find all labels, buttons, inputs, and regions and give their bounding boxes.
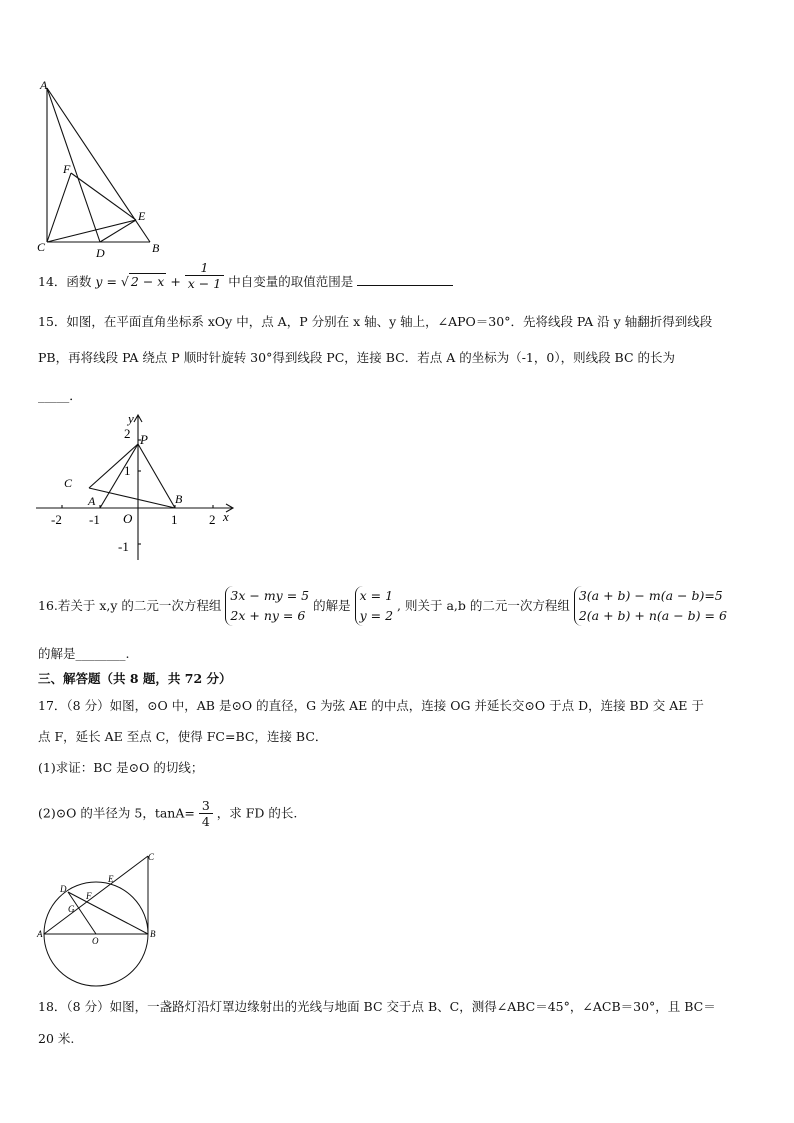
segment-DB: [68, 892, 148, 934]
question-17-part-2: (2)⊙O 的半径为 5，tanA= $\frac{3}{4}$ ，求 FD 的长.: [38, 798, 298, 829]
question-16-answer: 的解是________.: [38, 646, 130, 661]
label-F: F: [86, 891, 92, 901]
segment-DE: [100, 220, 136, 242]
segment-PC: [89, 444, 138, 488]
question-16: 16.若关于 x,y 的二元一次方程组 3x − my = 5 2x + ny = 6 的解是 x = 1 y = 2 , 则关于 a,b 的二元一次方程组 3(a + b) − m(a − b)=5 2(a + b) + n(a − b) = 6: [38, 586, 727, 626]
fraction-3-over-4: $\frac{3}{4}$: [199, 798, 213, 829]
label-G: G: [68, 904, 75, 914]
tick-label-x-neg1: -1: [89, 512, 100, 527]
label-origin-O: O: [123, 511, 133, 526]
tick-label-y-neg1: -1: [118, 539, 129, 554]
label-C: C: [37, 240, 46, 254]
tick-label-x-neg2: -2: [51, 512, 62, 527]
label-B: B: [152, 241, 160, 255]
tick-label-x-2: 2: [209, 512, 216, 527]
question-15-line-3: _____．: [38, 388, 82, 403]
label-A: A: [40, 78, 48, 92]
question-18-line-1: 18．（8 分）如图，一盏路灯沿灯罩边缘射出的光线与地面 BC 交于点 B、C，测得∠ABC＝45°，∠ACB＝30°，且 BC＝: [38, 999, 716, 1014]
figure-q15: [34, 410, 244, 570]
segment-FC: [47, 173, 71, 242]
label-C: C: [64, 476, 73, 490]
question-17-line-1: 17．（8 分）如图，⊙O 中，AB 是⊙O 的直径，G 为弦 AE 的中点，连接 OG 并延长交⊙O 于点 D，连接 BD 交 AE 于: [38, 698, 704, 713]
figure-q17: [36, 848, 166, 988]
tick-label-y-2: 2: [124, 426, 131, 441]
section-3-heading: 三、解答题（共 8 题，共 72 分）: [38, 671, 232, 686]
label-B: B: [175, 492, 183, 506]
equation-system-xy: 3x − my = 5 2x + ny = 6: [225, 586, 309, 626]
label-P: P: [140, 432, 148, 447]
segment-PB: [138, 444, 175, 508]
label-D: D: [96, 246, 105, 260]
label-C: C: [148, 852, 155, 862]
question-14: 14．函数 y = √ 2 − x + $\frac{1}{x - 1}$ 中自变量的取值范围是: [38, 273, 453, 291]
equation-system-ab: 3(a + b) − m(a − b)=5 2(a + b) + n(a − b) = 6: [574, 586, 727, 626]
label-A: A: [37, 929, 43, 939]
label-O: O: [92, 936, 99, 946]
figure-q13: [30, 75, 170, 260]
question-15-line-2: PB，再将线段 PA 绕点 P 顺时针旋转 30°得到线段 PC，连接 BC．若点 A 的坐标为（-1，0），则线段 BC 的长为: [38, 350, 676, 365]
label-B: B: [150, 929, 156, 939]
label-E: E: [108, 874, 114, 884]
question-15-line-1: 15．如图，在平面直角坐标系 xOy 中，点 A，P 分别在 x 轴、y 轴上，∠APO＝30°．先将线段 PA 沿 y 轴翻折得到线段: [38, 314, 713, 329]
question-17-part-1: (1)求证：BC 是⊙O 的切线；: [38, 760, 204, 775]
answer-blank-14[interactable]: [357, 285, 453, 286]
label-D: D: [60, 884, 67, 894]
tick-label-x-1: 1: [171, 512, 178, 527]
question-17-line-2: 点 F，延长 AE 至点 C，使得 FC=BC，连接 BC．: [38, 729, 328, 744]
label-y-axis: y: [128, 411, 134, 426]
label-E: E: [138, 209, 146, 223]
segment-CE: [47, 220, 136, 242]
segment-AC: [44, 856, 148, 934]
label-A: A: [88, 494, 96, 508]
fraction-1-over-x-1: $\frac{1}{x - 1}$: [185, 260, 224, 291]
tick-label-y-1: 1: [124, 463, 131, 478]
question-18-line-2: 20 米.: [38, 1031, 75, 1046]
label-x-axis: x: [223, 509, 229, 524]
label-F: F: [63, 162, 71, 176]
segment-FE: [71, 173, 136, 220]
solution-system: x = 1 y = 2: [355, 586, 393, 626]
sqrt-symbol: √: [120, 274, 129, 289]
